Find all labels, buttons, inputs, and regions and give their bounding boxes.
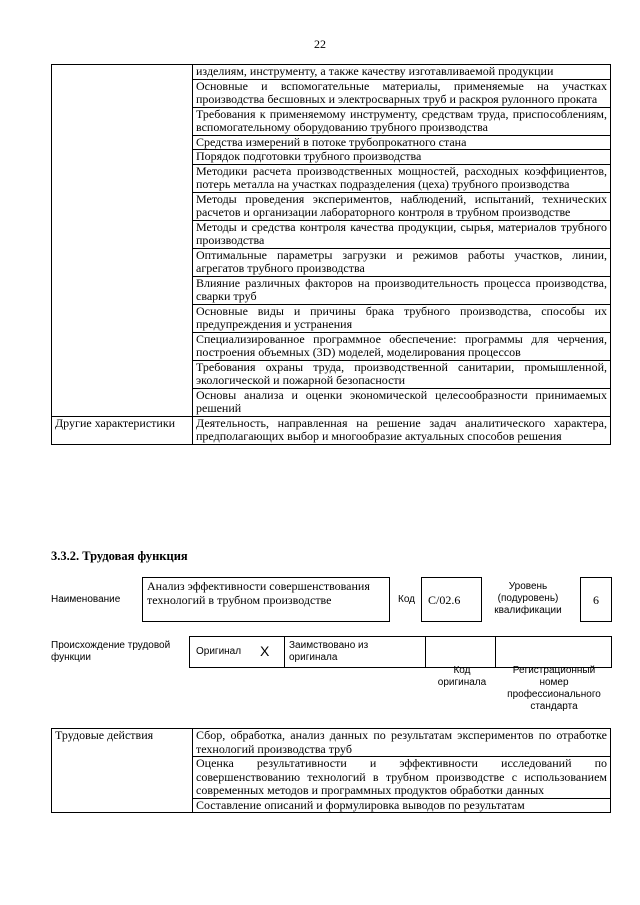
original-cell [190, 637, 285, 667]
action-item: Составление описаний и формулировка выводов по результатам [193, 798, 611, 813]
original-mark: X [260, 643, 270, 659]
knowledge-item: Методы и средства контроля качества продукции, сырья, материалов трубного производства [193, 220, 611, 248]
other-characteristics-label: Другие характеристики [52, 416, 193, 444]
blank-label-cell [52, 65, 193, 417]
code-value: C/02.6 [428, 593, 461, 607]
actions-label: Трудовые действия [52, 729, 193, 813]
knowledge-item: Влияние различных факторов на производительность процесса производства, сварки труб [193, 276, 611, 304]
knowledge-item: Оптимальные параметры загрузки и режимов работы участков, линии, агрегатов трубного производства [193, 248, 611, 276]
knowledge-item: Основные виды и причины брака трубного производства, способы их предупреждения и устранения [193, 304, 611, 332]
knowledge-item: Порядок подготовки трубного производства [193, 150, 611, 165]
table-row [52, 65, 611, 80]
knowledge-item: изделиям, инструменту, а также качеству изготавливаемой продукции [193, 65, 611, 80]
section-title: 3.3.2. Трудовая функция [51, 549, 188, 563]
knowledge-item: Средства измерений в потоке трубопрокатного стана [193, 135, 611, 150]
knowledge-item: Требования к применяемому инструменту, средствам труда, приспособлениям, вспомогательному оборудованию трубного производства [193, 107, 611, 135]
knowledge-item: Специализированное программное обеспечение: программы для черчения, построения объемных (3D) моделей, моделирования процессов [193, 332, 611, 360]
reg-number-caption: Регистрационный номер профессионального стандарта [507, 665, 601, 712]
borrowed-cell [285, 637, 426, 667]
origin-label: Происхождение трудовой функции [51, 640, 171, 663]
actions-table [51, 728, 611, 813]
borrowed-label: Заимствовано из оригинала [289, 640, 369, 663]
reg-number-cell [496, 637, 611, 667]
other-characteristics-text: Деятельность, направленная на решение задач аналитического характера, предполагающих выбор и многообразие актуальных способов решения [193, 416, 611, 444]
knowledge-item: Требования охраны труда, производственной санитарии, промышленной, экологической и пожарной безопасности [193, 360, 611, 388]
level-label: Уровень (подуровень) квалификации [494, 581, 562, 616]
function-name: Анализ эффективности совершенствования технологий в трубном производстве [147, 579, 370, 607]
knowledge-item: Методы проведения экспериментов, наблюдений, испытаний, технических расчетов и организации лабораторного контроля в трубном производстве [193, 192, 611, 220]
original-label: Оригинал [196, 646, 242, 657]
action-item: Оценка результативности и эффективности исследований по совершенствованию технологий в трубном производстве с использованием современных методов и программных продуктов обработки данных [193, 757, 611, 799]
code-label: Код [398, 594, 416, 605]
name-label: Наименование [51, 594, 121, 605]
table-row [52, 416, 611, 444]
knowledge-table [51, 64, 611, 445]
knowledge-item: Методики расчета производственных мощностей, расходных коэффициентов, потерь металла на участках подразделения (цеха) трубного производства [193, 164, 611, 192]
name-box [142, 577, 390, 622]
code-original-caption: Код оригинала [437, 665, 487, 688]
table-row [52, 729, 611, 757]
level-box [580, 577, 612, 622]
page-number: 22 [314, 37, 326, 51]
level-value: 6 [593, 593, 599, 607]
knowledge-item: Основы анализа и оценки экономической целесообразности принимаемых решений [193, 388, 611, 416]
origin-row [189, 636, 612, 668]
code-box [421, 577, 482, 622]
knowledge-item: Основные и вспомогательные материалы, применяемые на участках производства бесшовных и электросварных труб и раскроя рулонного проката [193, 79, 611, 107]
code-original-cell [426, 637, 496, 667]
action-item: Сбор, обработка, анализ данных по результатам экспериментов по отработке технологий производства труб [193, 729, 611, 757]
